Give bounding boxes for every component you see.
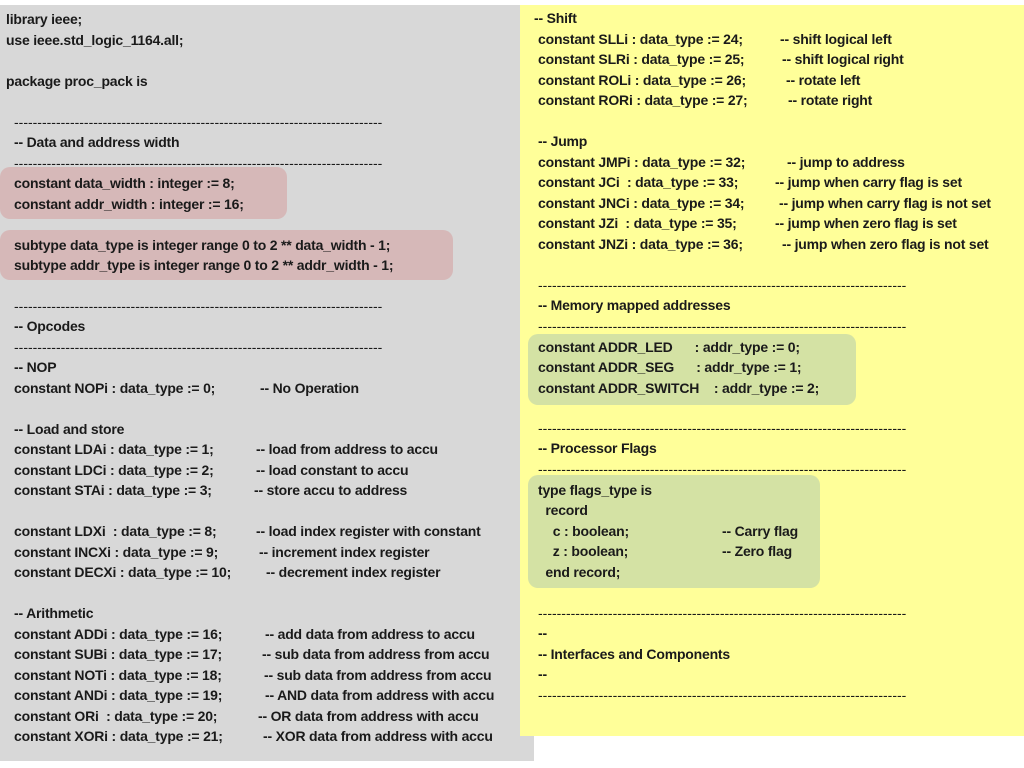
xor-comment: -- XOR data from address with accu	[263, 728, 493, 744]
arithmetic-heading: -- Arithmetic	[14, 605, 94, 621]
zero-comment: -- Zero flag	[722, 543, 792, 559]
slr-line: constant SLRi : data_type := 25;	[538, 51, 745, 67]
interfaces-heading: -- Interfaces and Components	[538, 646, 730, 662]
comment-dashes: --	[538, 666, 547, 682]
jz-line: constant JZi : data_type := 35;	[538, 215, 737, 231]
data-width-line: constant data_width : integer := 8;	[14, 175, 235, 191]
separator: -------------------------------------------------------------------------------	[14, 155, 383, 171]
add-comment: -- add data from address to accu	[265, 626, 475, 642]
and-comment: -- AND data from address with accu	[265, 687, 495, 703]
jnz-line: constant JNZi : data_type := 36;	[538, 236, 743, 252]
sta-comment: -- store accu to address	[254, 482, 408, 498]
jmp-comment: -- jump to address	[787, 154, 905, 170]
decx-line: constant DECXi : data_type := 10;	[14, 564, 232, 580]
record-line: record	[538, 502, 588, 518]
lda-line: constant LDAi : data_type := 1;	[14, 441, 214, 457]
jump-heading: -- Jump	[538, 133, 588, 149]
data-type-subtype-line: subtype data_type is integer range 0 to 2 ** data_width - 1;	[14, 237, 391, 253]
separator: -------------------------------------------------------------------------------	[538, 318, 907, 334]
zero-field-line: z : boolean;	[538, 543, 629, 559]
sub-comment: -- sub data from address from accu	[262, 646, 490, 662]
end-record-line: end record;	[538, 564, 621, 580]
jnz-comment: -- jump when zero flag is not set	[782, 236, 989, 252]
carry-field-line: c : boolean;	[538, 523, 629, 539]
incx-line: constant INCXi : data_type := 9;	[14, 544, 219, 560]
shift-heading: -- Shift	[534, 10, 577, 26]
sll-comment: -- shift logical left	[780, 31, 892, 47]
package-line: package proc_pack is	[6, 73, 148, 89]
not-line: constant NOTi : data_type := 18;	[14, 667, 222, 683]
separator: -------------------------------------------------------------------------------	[538, 277, 907, 293]
ldx-line: constant LDXi : data_type := 8;	[14, 523, 217, 539]
flags-heading: -- Processor Flags	[538, 440, 657, 456]
rol-line: constant ROLi : data_type := 26;	[538, 72, 746, 88]
ror-comment: -- rotate right	[788, 92, 873, 108]
addr-type-subtype-line: subtype addr_type is integer range 0 to 2 ** addr_width - 1;	[14, 257, 394, 273]
or-comment: -- OR data from address with accu	[258, 708, 479, 724]
separator: -------------------------------------------------------------------------------	[14, 298, 383, 314]
xor-line: constant XORi : data_type := 21;	[14, 728, 223, 744]
sll-line: constant SLLi : data_type := 24;	[538, 31, 743, 47]
nop-line: constant NOPi : data_type := 0;	[14, 380, 216, 396]
ldc-comment: -- load constant to accu	[256, 462, 409, 478]
decx-comment: -- decrement index register	[266, 564, 441, 580]
addr-width-line: constant addr_width : integer := 16;	[14, 196, 244, 212]
carry-comment: -- Carry flag	[722, 523, 798, 539]
and-line: constant ANDi : data_type := 19;	[14, 687, 223, 703]
jz-comment: -- jump when zero flag is set	[775, 215, 957, 231]
jc-line: constant JCi : data_type := 33;	[538, 174, 739, 190]
jc-comment: -- jump when carry flag is set	[775, 174, 962, 190]
ldc-line: constant LDCi : data_type := 2;	[14, 462, 214, 478]
addr-led-line: constant ADDR_LED : addr_type := 0;	[538, 339, 800, 355]
not-comment: -- sub data from address from accu	[264, 667, 492, 683]
nop-comment: -- No Operation	[260, 380, 359, 396]
flags-type-line: type flags_type is	[538, 482, 652, 498]
lda-comment: -- load from address to accu	[256, 441, 438, 457]
jnc-line: constant JNCi : data_type := 34;	[538, 195, 745, 211]
separator: -------------------------------------------------------------------------------	[538, 420, 907, 436]
separator: -------------------------------------------------------------------------------	[14, 114, 383, 130]
sta-line: constant STAi : data_type := 3;	[14, 482, 212, 498]
separator: -------------------------------------------------------------------------------	[538, 687, 907, 703]
add-line: constant ADDi : data_type := 16;	[14, 626, 223, 642]
nop-heading: -- NOP	[14, 359, 57, 375]
addr-seg-line: constant ADDR_SEG : addr_type := 1;	[538, 359, 802, 375]
sub-line: constant SUBi : data_type := 17;	[14, 646, 222, 662]
jnc-comment: -- jump when carry flag is not set	[779, 195, 991, 211]
incx-comment: -- increment index register	[259, 544, 430, 560]
ldx-comment: -- load index register with constant	[256, 523, 481, 539]
library-line: library ieee;	[6, 11, 82, 27]
jmp-line: constant JMPi : data_type := 32;	[538, 154, 746, 170]
ror-line: constant RORi : data_type := 27;	[538, 92, 748, 108]
separator: -------------------------------------------------------------------------------	[538, 605, 907, 621]
slr-comment: -- shift logical right	[782, 51, 904, 67]
use-line: use ieee.std_logic_1164.all;	[6, 32, 184, 48]
rol-comment: -- rotate left	[786, 72, 861, 88]
addr-switch-line: constant ADDR_SWITCH : addr_type := 2;	[538, 380, 820, 396]
opcodes-heading: -- Opcodes	[14, 318, 86, 334]
data-address-heading: -- Data and address width	[14, 134, 180, 150]
or-line: constant ORi : data_type := 20;	[14, 708, 218, 724]
load-store-heading: -- Load and store	[14, 421, 125, 437]
separator: -------------------------------------------------------------------------------	[538, 461, 907, 477]
separator: -------------------------------------------------------------------------------	[14, 339, 383, 355]
memory-heading: -- Memory mapped addresses	[538, 297, 731, 313]
comment-dashes: --	[538, 625, 547, 641]
